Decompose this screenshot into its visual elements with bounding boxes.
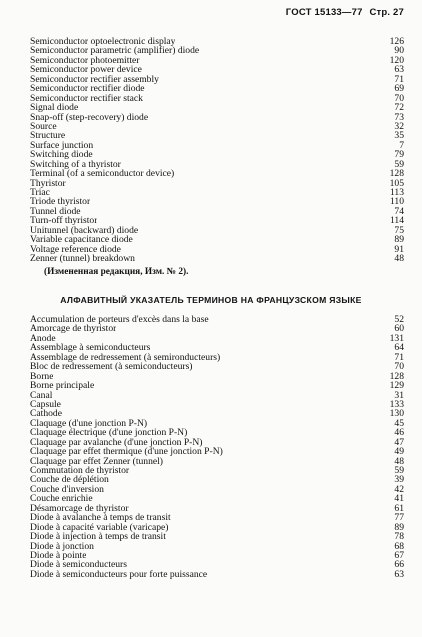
index-entry: [30, 560, 404, 569]
page-header: [282, 7, 404, 18]
index-term-number: 32: [394, 120, 404, 132]
index-entry: [30, 46, 404, 55]
index-term: Borne: [30, 371, 54, 382]
index-term: Semiconductor parametric (amplifier) diode: [30, 46, 200, 56]
index-term: Commutation de thyristor: [30, 466, 130, 476]
index-term-number: 48: [394, 253, 404, 265]
index-term-number: 31: [394, 389, 404, 401]
index-entry: [30, 542, 404, 551]
index-term: Diode à capacité variable (varicape): [30, 522, 169, 533]
index-entry: [30, 504, 404, 513]
index-term: Capsule: [30, 399, 61, 410]
index-term-number: 120: [389, 54, 404, 66]
index-entry: [30, 475, 404, 484]
index-term-number: 128: [389, 370, 404, 382]
index-entry: [30, 419, 404, 428]
index-term-number: 35: [394, 130, 404, 142]
index-entry: [30, 494, 404, 503]
index-term-number: 79: [394, 149, 404, 161]
index-entry: [30, 428, 404, 437]
index-term-number: 48: [394, 455, 404, 467]
index-term: Turn-off thyristor: [30, 216, 98, 226]
index-term: Cathode: [30, 409, 62, 419]
index-term-number: 41: [394, 493, 404, 505]
index-term-number: 42: [394, 483, 404, 495]
index-entry: [30, 447, 404, 456]
index-term-number: 67: [394, 549, 404, 561]
index-term-number: 45: [394, 417, 404, 429]
index-entry: [30, 113, 404, 122]
index-term: Signal diode: [30, 103, 79, 113]
index-entry: [30, 160, 404, 169]
index-entry: [30, 207, 404, 216]
index-term-number: 89: [394, 234, 404, 246]
index-term-number: 70: [394, 361, 404, 373]
index-term: Triode thyristor: [30, 197, 91, 207]
index-term: Snap-off (step-recovery) diode: [30, 112, 149, 122]
index-term: Accumulation de porteurs d'excès dans la base: [30, 315, 209, 325]
index-entry: [30, 362, 404, 371]
index-term: Couche enrichie: [30, 494, 93, 504]
index-term-number: 129: [389, 380, 404, 392]
index-term-number: 7: [399, 139, 404, 151]
index-term: Source: [30, 121, 57, 132]
index-term-number: 66: [394, 559, 404, 571]
index-term: Variable capacitance diode: [30, 235, 133, 245]
index-term-number: 39: [394, 474, 404, 486]
index-entry: [30, 245, 404, 254]
index-entry: [30, 315, 404, 324]
index-term: Semiconductor optoelectronic display: [30, 37, 176, 47]
index-term: Diode à injection à temps de transit: [30, 532, 166, 542]
index-term: Diode à pointe: [30, 550, 87, 561]
index-term-number: 89: [394, 521, 404, 533]
english-term-index: [30, 37, 404, 264]
index-term-number: 77: [394, 512, 404, 524]
index-entry: [30, 334, 404, 343]
index-entry: [30, 37, 404, 46]
index-term-number: 61: [394, 502, 404, 514]
index-entry: [30, 188, 404, 197]
index-term: Semiconductor photoemitter: [30, 55, 140, 66]
index-entry: [30, 438, 404, 447]
index-term-number: 105: [389, 177, 404, 189]
index-entry: [30, 570, 404, 579]
index-entry: [30, 353, 404, 362]
index-term-number: 133: [389, 398, 404, 410]
section-heading: АЛФАВИТНЫЙ УКАЗАТЕЛЬ ТЕРМИНОВ НА ФРАНЦУЗСКОМ ЯЗЫКЕ: [60, 295, 362, 305]
index-entry: [30, 381, 404, 390]
index-term-number: 78: [394, 531, 404, 543]
index-entry: [30, 122, 404, 131]
index-term: Claquage par avalanche (d'une jonction P-N): [30, 437, 203, 448]
index-term: Canal: [30, 390, 53, 400]
index-entry: [30, 372, 404, 381]
index-term-number: 47: [394, 436, 404, 448]
index-entry: [30, 103, 404, 112]
index-entry: [30, 94, 404, 103]
index-entry: [30, 179, 404, 188]
index-term: Tunnel diode: [30, 206, 81, 217]
index-entry: [30, 216, 404, 225]
index-entry: [30, 513, 404, 522]
index-term: Switching diode: [30, 150, 93, 160]
index-term: Couche d'inversion: [30, 484, 104, 495]
index-term-number: 90: [394, 45, 404, 57]
index-term: Surface junction: [30, 140, 94, 151]
index-entry: [30, 254, 404, 263]
index-term: Borne principale: [30, 381, 95, 391]
index-term: Semiconductor rectifier assembly: [30, 74, 159, 85]
index-term-number: 64: [394, 342, 404, 354]
index-entry: [30, 523, 404, 532]
standard-number: ГОСТ 15133—77: [285, 7, 363, 18]
index-entry: [30, 84, 404, 93]
index-entry: [30, 551, 404, 560]
index-entry: [30, 169, 404, 178]
index-term: Bloc de redressement (à semiconducteurs): [30, 362, 193, 372]
index-entry: [30, 485, 404, 494]
index-term: Semiconductor rectifier stack: [30, 93, 143, 104]
index-term-number: 59: [394, 465, 404, 476]
index-term-number: 110: [389, 196, 404, 208]
index-entry: [30, 226, 404, 235]
index-entry: [30, 65, 404, 74]
index-term-number: 130: [389, 408, 404, 420]
index-term-number: 128: [389, 168, 404, 180]
index-entry: [30, 324, 404, 333]
index-entry: [30, 141, 404, 150]
index-term: Structure: [30, 131, 66, 141]
index-term-number: 70: [394, 92, 404, 104]
index-term: Zenner (tunnel) breakdown: [30, 254, 135, 264]
index-entry: [30, 150, 404, 159]
index-entry: [30, 409, 404, 418]
index-term: Diode à jonction: [30, 541, 94, 551]
index-term: Diode à semiconducteurs: [30, 560, 127, 570]
index-term-number: 71: [394, 73, 404, 85]
index-term-number: 113: [389, 187, 404, 198]
index-term-number: 63: [394, 64, 404, 76]
index-term-number: 126: [389, 36, 404, 47]
index-term-number: 49: [394, 446, 404, 458]
index-entry: [30, 75, 404, 84]
index-entry: [30, 532, 404, 541]
index-term: Terminal (of a semiconductor device): [30, 169, 175, 179]
index-term: Assemblage à semiconducteurs: [30, 343, 151, 353]
index-term: Semiconductor power device: [30, 65, 142, 75]
index-term-number: 91: [394, 243, 404, 255]
index-term-number: 131: [389, 332, 404, 344]
index-term: Claquage électrique (d'une jonction P-N): [30, 428, 188, 438]
revision-note: (Измененная редакция, Изм. № 2).: [44, 267, 189, 277]
index-entry: [30, 56, 404, 65]
index-term: Claquage (d'une jonction P-N): [30, 418, 148, 429]
index-term: Désamorcage de thyristor: [30, 503, 129, 514]
index-term-number: 69: [394, 83, 404, 95]
index-term: Unitunnel (backward) diode: [30, 225, 139, 236]
french-term-index: [30, 315, 404, 579]
index-term: Diode à avalanche à temps de transit: [30, 513, 171, 523]
index-entry: [30, 400, 404, 409]
index-term: Switching of a thyristor: [30, 159, 121, 170]
index-term-number: 52: [394, 314, 404, 325]
index-entry: [30, 197, 404, 206]
page-number: Стр. 27: [369, 7, 404, 18]
index-term-number: 114: [389, 215, 404, 227]
index-term-number: 74: [394, 205, 404, 217]
index-term-number: 63: [394, 568, 404, 580]
index-entry: [30, 343, 404, 352]
index-term-number: 59: [394, 158, 404, 170]
index-term-number: 60: [394, 323, 404, 335]
index-entry: [30, 466, 404, 475]
index-term: Thyristor: [30, 178, 66, 188]
index-term: Couche de déplétion: [30, 475, 109, 485]
index-term-number: 72: [394, 102, 404, 114]
index-entry: [30, 457, 404, 466]
index-term-number: 73: [394, 111, 404, 123]
index-term: Anode: [30, 333, 56, 344]
index-entry: [30, 131, 404, 140]
index-term-number: 75: [394, 224, 404, 236]
index-term-number: 68: [394, 540, 404, 552]
index-term: Assemblage de redressement (à semironducteurs): [30, 352, 221, 363]
index-entry: [30, 391, 404, 400]
index-term-number: 46: [394, 427, 404, 439]
index-term: Amorcage de thyristor: [30, 324, 117, 334]
index-term: Claquage par effet thermique (d'une jonction P-N): [30, 447, 223, 457]
index-term: Voltage reference diode: [30, 244, 121, 255]
index-term: Diode à semiconducteurs pour forte puissance: [30, 569, 208, 580]
index-entry: [30, 235, 404, 244]
index-term: Triac: [30, 188, 50, 198]
index-term: Semiconductor rectifier diode: [30, 84, 145, 94]
index-term-number: 71: [394, 351, 404, 363]
index-term: Claquage par effet Zenner (tunnel): [30, 456, 164, 466]
